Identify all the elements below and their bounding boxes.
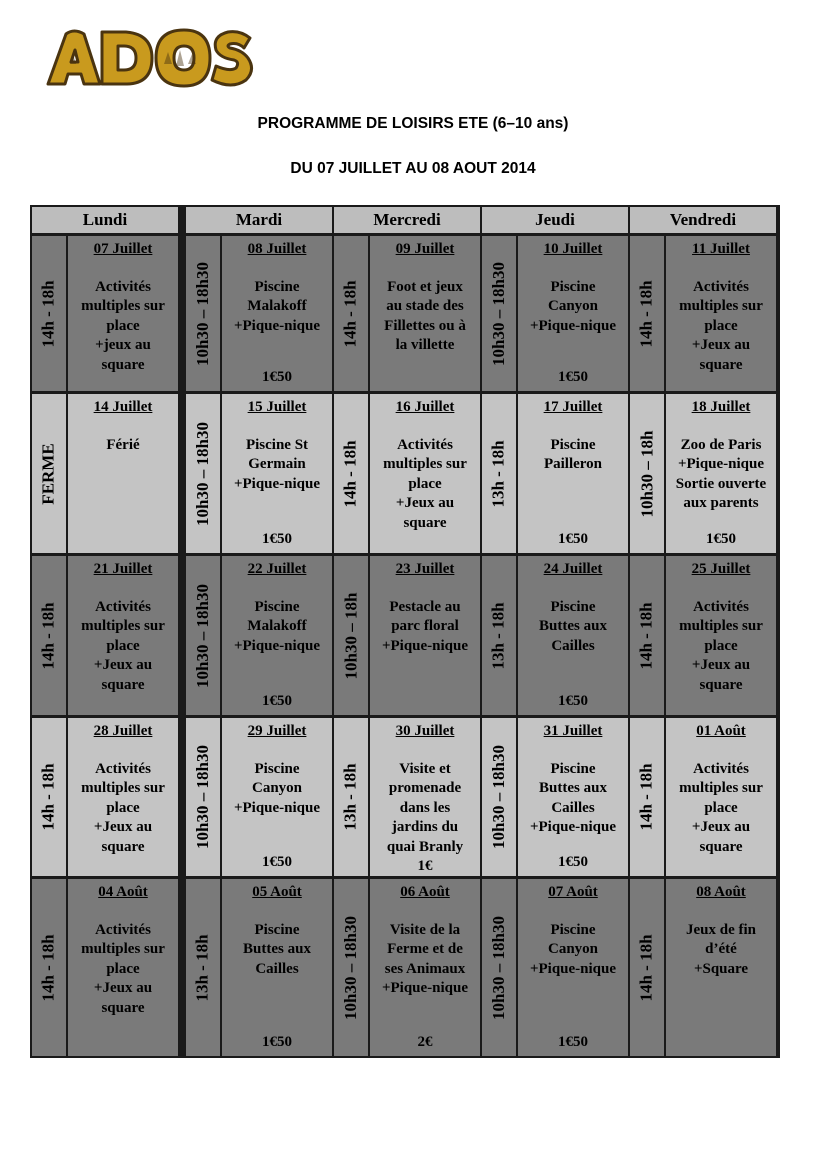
time-slot-label: 10h30 – 18h30: [489, 261, 509, 366]
activity-date: 31 Juillet: [543, 723, 603, 739]
activity-description: Activités multiples sur place +Jeux au square: [81, 598, 165, 693]
activity-cell: [518, 879, 628, 1056]
time-slot: [32, 394, 66, 553]
day-header-0: Lundi: [32, 207, 178, 233]
activity-date: 14 Juillet: [93, 399, 153, 415]
time-slot-label: 10h30 – 18h30: [193, 261, 213, 366]
activity-price: 1€50: [558, 530, 588, 547]
time-slot: [32, 879, 66, 1056]
activity-cell: [518, 394, 628, 553]
time-slot: [334, 556, 368, 715]
time-slot-label: 10h30 – 18h30: [489, 745, 509, 849]
activity-date: 21 Juillet: [93, 561, 153, 577]
activity-cell: [370, 236, 480, 391]
activity-date: 07 Août: [548, 884, 598, 900]
time-slot: [482, 718, 516, 876]
time-slot-label: 14h - 18h: [637, 279, 657, 348]
day-header-3: Jeudi: [482, 207, 628, 233]
activity-date: 23 Juillet: [395, 561, 455, 577]
activity-description: Activités multiples sur place +Jeux au square: [679, 278, 763, 373]
activity-date: 25 Juillet: [691, 561, 751, 577]
activity-description: Visite et promenade dans les jardins du quai Branly 1€: [386, 760, 464, 874]
time-slot: [630, 879, 664, 1056]
activity-date: 29 Juillet: [247, 723, 307, 739]
activity-date: 22 Juillet: [247, 561, 307, 577]
activity-price: 1€50: [558, 853, 588, 870]
activity-date: 08 Août: [696, 884, 746, 900]
time-slot: [334, 718, 368, 876]
activity-cell: [518, 236, 628, 391]
activity-date: 05 Août: [252, 884, 302, 900]
activity-cell: [68, 879, 178, 1056]
time-slot: [186, 394, 220, 553]
activity-description: Activités multiples sur place +Jeux au square: [679, 598, 763, 693]
activity-date: 07 Juillet: [93, 241, 153, 257]
activity-date: 04 Août: [98, 884, 148, 900]
activity-date: 09 Juillet: [395, 241, 455, 257]
day-header-2: Mercredi: [334, 207, 480, 233]
activity-description: Piscine Malakoff +Pique-nique: [233, 278, 321, 334]
activity-date: 16 Juillet: [395, 399, 455, 415]
activity-cell: [666, 236, 776, 391]
activity-date: 01 Août: [696, 723, 746, 739]
activity-description: Piscine Buttes aux Cailles: [539, 598, 607, 654]
activity-cell: [370, 556, 480, 715]
time-slot-label: 10h30 – 18h: [637, 430, 657, 517]
activity-price: 1€50: [262, 853, 292, 870]
activity-cell: [68, 236, 178, 391]
time-slot-label: 14h - 18h: [39, 601, 59, 670]
activity-price: 1€50: [262, 692, 292, 709]
time-slot-label: 14h - 18h: [637, 933, 657, 1002]
activity-description: Piscine Canyon +Pique-nique: [529, 278, 617, 334]
activity-description: Piscine Pailleron: [543, 436, 603, 472]
activity-cell: [68, 718, 178, 876]
activity-cell: [666, 556, 776, 715]
activity-date: 17 Juillet: [543, 399, 603, 415]
activity-description: Pestacle au parc floral +Pique-nique: [381, 598, 469, 654]
activity-cell: [68, 394, 178, 553]
time-slot: [482, 879, 516, 1056]
time-slot-label: FERME: [39, 442, 59, 505]
activity-description: Zoo de Paris +Pique-nique Sortie ouverte aux parents: [675, 436, 767, 511]
activity-description: Férié: [106, 436, 140, 453]
activity-description: Piscine Malakoff +Pique-nique: [233, 598, 321, 654]
activity-cell: [68, 556, 178, 715]
activity-price: 1€50: [558, 368, 588, 385]
time-slot: [186, 879, 220, 1056]
activity-price: 1€50: [558, 1033, 588, 1050]
time-slot: [186, 556, 220, 715]
activity-description: Piscine St Germain +Pique-nique: [233, 436, 321, 492]
time-slot-label: 14h - 18h: [637, 763, 657, 831]
activity-description: Activités multiples sur place +jeux au square: [81, 278, 165, 373]
time-slot-label: 10h30 – 18h30: [193, 745, 213, 849]
time-slot: [32, 718, 66, 876]
time-slot-label: 14h - 18h: [39, 763, 59, 831]
activity-cell: [666, 879, 776, 1056]
activity-description: Piscine Buttes aux Cailles +Pique-nique: [529, 760, 617, 835]
activity-cell: [222, 556, 332, 715]
time-slot-label: 14h - 18h: [637, 601, 657, 670]
activity-price: 1€50: [262, 368, 292, 385]
activity-description: Foot et jeux au stade des Fillettes ou à la villette: [384, 278, 466, 353]
activity-description: Visite de la Ferme et de ses Animaux +Pique-nique: [381, 921, 469, 996]
program-dates: DU 07 JUILLET AU 08 AOUT 2014: [290, 160, 536, 177]
activity-description: Activités multiples sur place +Jeux au square: [383, 436, 467, 531]
time-slot: [630, 718, 664, 876]
activity-date: 10 Juillet: [543, 241, 603, 257]
activity-description: Activités multiples sur place +Jeux au square: [81, 921, 165, 1016]
activity-cell: [370, 394, 480, 553]
time-slot: [482, 236, 516, 391]
activity-date: 24 Juillet: [543, 561, 603, 577]
activity-price: 1€50: [558, 692, 588, 709]
time-slot-label: 10h30 – 18h30: [489, 915, 509, 1020]
activity-description: Piscine Buttes aux Cailles: [243, 921, 311, 977]
time-slot: [334, 236, 368, 391]
time-slot: [334, 394, 368, 553]
activity-description: Piscine Canyon +Pique-nique: [529, 921, 617, 977]
activity-price: 1€50: [706, 530, 736, 547]
ados-logo: [44, 24, 256, 90]
activity-date: 06 Août: [400, 884, 450, 900]
time-slot-label: 14h - 18h: [39, 279, 59, 348]
activity-price: 1€50: [262, 530, 292, 547]
activity-cell: [518, 718, 628, 876]
time-slot-label: 14h - 18h: [341, 439, 361, 508]
day-header-1: Mardi: [186, 207, 332, 233]
time-slot-label: 13h - 18h: [489, 439, 509, 508]
time-slot: [186, 236, 220, 391]
activity-description: Piscine Canyon +Pique-nique: [233, 760, 321, 816]
time-slot: [482, 394, 516, 553]
time-slot-label: 14h - 18h: [341, 279, 361, 348]
time-slot-label: 10h30 – 18h: [341, 592, 361, 679]
activity-date: 11 Juillet: [692, 241, 750, 257]
activity-date: 28 Juillet: [93, 723, 153, 739]
activity-cell: [666, 718, 776, 876]
activity-description: Jeux de fin d’été +Square: [685, 921, 756, 977]
activity-description: Activités multiples sur place +Jeux au square: [679, 760, 763, 855]
time-slot: [32, 236, 66, 391]
time-slot-label: 10h30 – 18h30: [193, 421, 213, 526]
activity-cell: [222, 236, 332, 391]
schedule-table: [30, 205, 780, 1058]
activity-cell: [222, 718, 332, 876]
time-slot-label: 13h - 18h: [193, 933, 213, 1002]
time-slot: [32, 556, 66, 715]
time-slot-label: 10h30 – 18h30: [193, 583, 213, 688]
activity-cell: [222, 394, 332, 553]
time-slot-label: 10h30 – 18h30: [341, 915, 361, 1020]
time-slot-label: 14h - 18h: [39, 933, 59, 1002]
activity-date: 18 Juillet: [691, 399, 751, 415]
time-slot-label: 13h - 18h: [489, 601, 509, 670]
time-slot: [186, 718, 220, 876]
activity-date: 30 Juillet: [395, 723, 455, 739]
activity-cell: [222, 879, 332, 1056]
activity-cell: [370, 718, 480, 876]
activity-price: 1€50: [262, 1033, 292, 1050]
time-slot: [334, 879, 368, 1056]
day-header-4: Vendredi: [630, 207, 776, 233]
activity-date: 08 Juillet: [247, 241, 307, 257]
program-title: PROGRAMME DE LOISIRS ETE (6–10 ans): [257, 115, 569, 132]
time-slot-label: 13h - 18h: [341, 763, 361, 831]
time-slot: [630, 556, 664, 715]
activity-cell: [666, 394, 776, 553]
time-slot: [482, 556, 516, 715]
activity-price: 2€: [417, 1033, 433, 1050]
activity-description: Activités multiples sur place +Jeux au square: [81, 760, 165, 855]
activity-cell: [370, 879, 480, 1056]
activity-date: 15 Juillet: [247, 399, 307, 415]
activity-cell: [518, 556, 628, 715]
time-slot: [630, 236, 664, 391]
time-slot: [630, 394, 664, 553]
